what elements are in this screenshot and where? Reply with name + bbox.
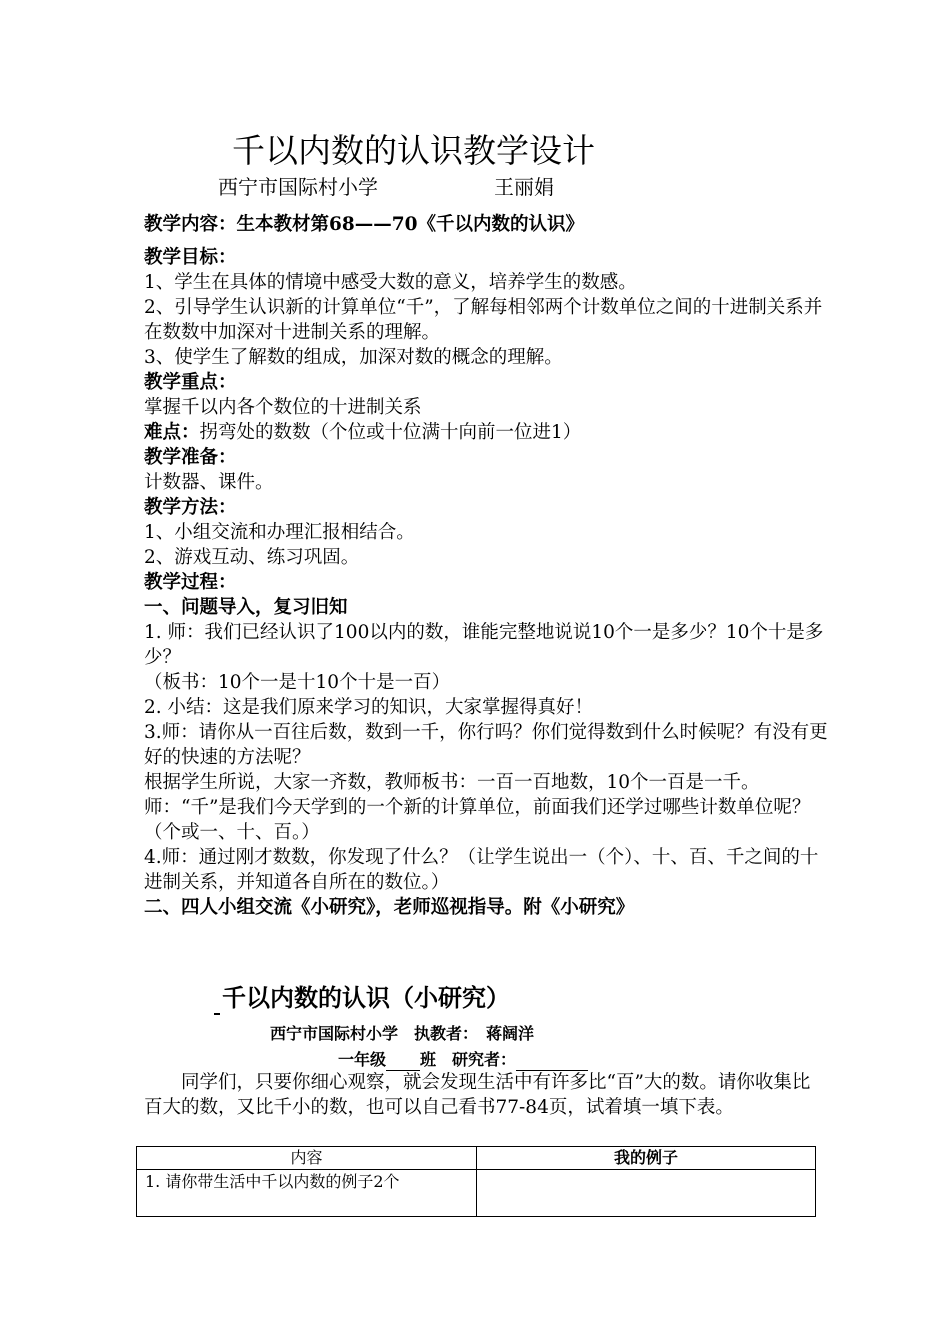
document-title: 千以内数的认识教学设计: [232, 131, 595, 170]
process-line: 2. 小结：这是我们原来学习的知识，大家掌握得真好！: [144, 697, 594, 718]
process-line: 师：“千”是我们今天学到的一个新的计算单位，前面我们还学过哪些计数单位呢？: [144, 797, 811, 818]
goal-item: 1、学生在具体的情境中感受大数的意义，培养学生的数感。: [144, 272, 637, 293]
author-line: [218, 174, 554, 200]
worksheet-table: [136, 1146, 816, 1217]
preparation-heading: 教学准备：: [144, 447, 237, 468]
school-name: 西宁市国际村小学: [218, 175, 378, 199]
row-answer-cell[interactable]: [477, 1170, 816, 1217]
worksheet-school-line: 西宁市国际村小学 执教者： 蒋阔洋: [270, 1024, 535, 1043]
process-section-2: 二、四人小组交流《小研究》，老师巡视指导。附《小研究》: [144, 897, 635, 918]
process-heading: 教学过程：: [144, 572, 237, 593]
process-line: 4.师：通过刚才数数，你发现了什么？（让学生说出一（个）、十、百、千之间的十进制关系，并知道各自所在的数位。）: [144, 847, 819, 893]
goals-heading: 教学目标：: [144, 247, 237, 268]
class-blank[interactable]: [386, 1052, 420, 1071]
worksheet-title-text: 千以内数的认识（小研究）: [222, 983, 510, 1012]
goal-item: 2、引导学生认识新的计算单位“千”，了解每相邻两个计数单位之间的十进制关系并在数数中加深对十进制关系的理解。: [144, 297, 823, 343]
header-my-example: 我的例子: [477, 1147, 816, 1170]
worksheet-title: [214, 981, 510, 1015]
method-item: 2、游戏互动、练习巩固。: [144, 547, 360, 568]
key-point-heading: 教学重点：: [144, 372, 237, 393]
process-line: 3.师：请你从一百往后数，数到一千，你行吗？你们觉得数到什么时候呢？有没有更好的快速的方法呢？: [144, 722, 828, 768]
difficulty-heading: 难点：: [144, 422, 200, 443]
methods-heading: 教学方法：: [144, 497, 237, 518]
process-line: 1. 师：我们已经认识了100以内的数，谁能完整地说说10个一是多少？10个十是多少？: [144, 622, 824, 668]
difficulty-line: [144, 420, 834, 445]
worksheet-grade-line: [338, 1049, 588, 1071]
preparation-text: 计数器、课件。: [144, 472, 274, 493]
difficulty-text: 拐弯处的数数（个位或十位满十向前一位进1）: [199, 422, 582, 443]
table-header-row: [137, 1147, 816, 1170]
goal-item: 3、使学生了解数的组成，加深对数的概念的理解。: [144, 347, 563, 368]
grade-prefix: 一年级: [338, 1050, 387, 1069]
researcher-blank[interactable]: [516, 1052, 588, 1071]
process-section-1: 一、问题导入，复习旧知: [144, 597, 348, 618]
process-line: 根据学生所说，大家一齐数，教师板书：一百一百地数，10个一百是一千。: [144, 772, 760, 793]
header-content: 内容: [137, 1147, 477, 1170]
key-point-text: 掌握千以内各个数位的十进制关系: [144, 397, 422, 418]
process-line: （个或一、十、百。）: [144, 822, 320, 843]
teaching-content: 教学内容：生本教材第68——70《千以内数的认识》: [144, 214, 584, 235]
method-item: 1、小组交流和办理汇报相结合。: [144, 522, 415, 543]
row-prompt: 1. 请你带生活中千以内数的例子2个: [137, 1170, 477, 1217]
table-row: [137, 1170, 816, 1217]
process-line: （板书：10个一是十10个十是一百）: [144, 672, 451, 693]
lesson-body: [144, 210, 834, 920]
author-name: 王丽娟: [494, 175, 554, 199]
underline-mark: [214, 1013, 220, 1015]
worksheet-intro: 同学们，只要你细心观察，就会发现生活中有许多比“百”大的数。请你收集比百大的数，又比千小的数，也可以自己看书77-84页，试着填一填下表。: [144, 1072, 811, 1118]
grade-suffix: 班 研究者：: [420, 1050, 517, 1069]
